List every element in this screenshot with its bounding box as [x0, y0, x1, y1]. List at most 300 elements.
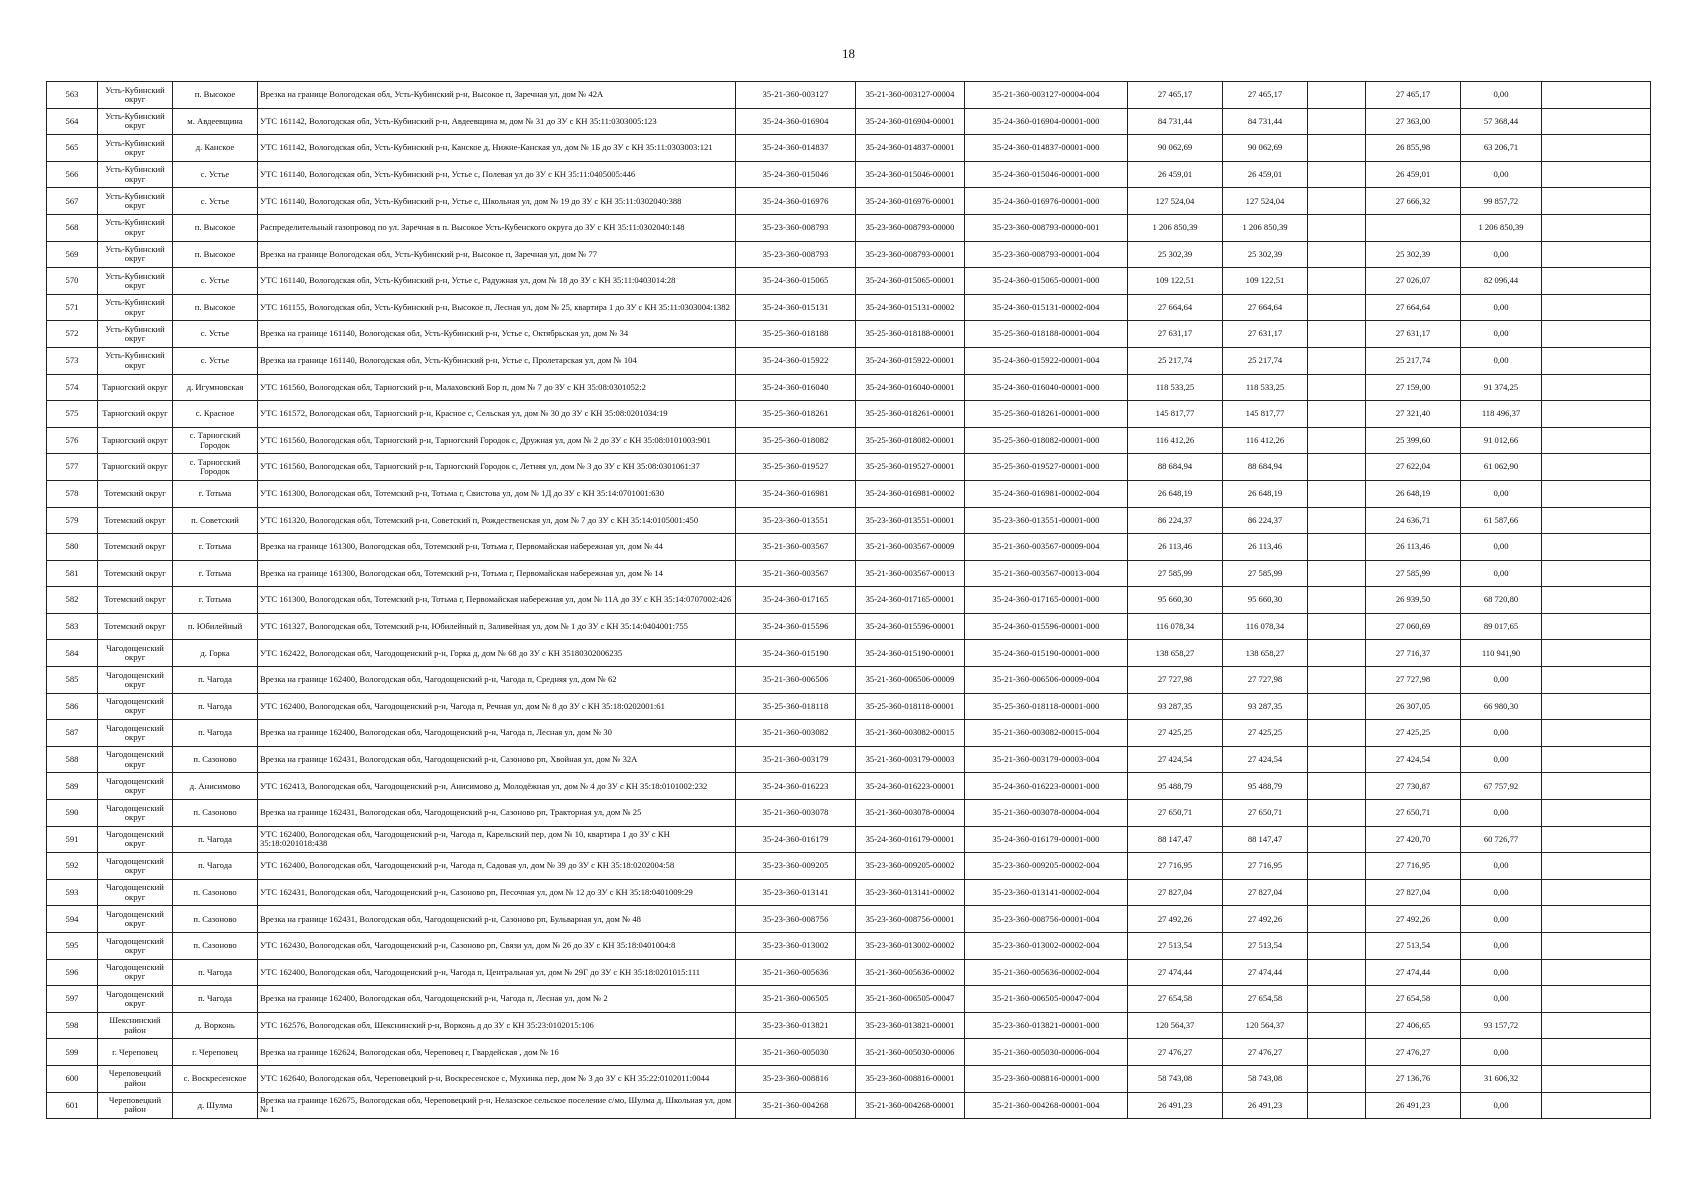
cell-full-code: 35-25-360-018082-00001-000: [965, 427, 1128, 454]
cell-note: [1542, 746, 1651, 773]
cell-amount-2: 116 078,34: [1223, 613, 1308, 640]
cell-amount-3: [1308, 613, 1366, 640]
cell-amount-2: 58 743,08: [1223, 1065, 1308, 1092]
cell-district: Чагодощенский округ: [98, 773, 173, 800]
cell-locality: г. Череповец: [173, 1039, 258, 1066]
cell-note: [1542, 534, 1651, 561]
cell-full-code: 35-21-360-003078-00004-004: [965, 800, 1128, 827]
cell-note: [1542, 773, 1651, 800]
cell-amount-4: 27 420,70: [1366, 826, 1461, 853]
cell-sub-object-code: 35-24-360-016179-00001: [856, 826, 965, 853]
cell-amount-4: 26 939,50: [1366, 587, 1461, 614]
cell-full-code: 35-21-360-003567-00013-004: [965, 560, 1128, 587]
cell-amount-2: 27 827,04: [1223, 879, 1308, 906]
table-row: [47, 933, 1651, 960]
cell-row-number: 586: [47, 693, 98, 720]
cell-object-code: 35-21-360-003127: [736, 82, 856, 109]
cell-district: Шекснинский район: [98, 1012, 173, 1039]
cell-district: Чагодощенский округ: [98, 667, 173, 694]
cell-object-code: 35-24-360-016904: [736, 108, 856, 135]
cell-amount-3: [1308, 534, 1366, 561]
cell-amount-2: 26 491,23: [1223, 1092, 1308, 1119]
cell-locality: п. Чагода: [173, 720, 258, 747]
cell-note: [1542, 268, 1651, 295]
cell-amount-total: 93 287,35: [1128, 693, 1223, 720]
cell-amount-total: 58 743,08: [1128, 1065, 1223, 1092]
table-row: [47, 427, 1651, 454]
cell-object-code: 35-24-360-017165: [736, 587, 856, 614]
cell-amount-remainder: 0,00: [1461, 347, 1542, 374]
cell-locality: д. Горка: [173, 640, 258, 667]
cell-description: Врезка на границе 162431, Вологодская обл, Чагодощенский р-н, Сазоново рп, Бульварная ул, дом № 48: [258, 906, 736, 933]
cell-amount-2: 27 716,95: [1223, 853, 1308, 880]
cell-note: [1542, 321, 1651, 348]
cell-locality: п. Чагода: [173, 826, 258, 853]
cell-amount-total: 95 488,79: [1128, 773, 1223, 800]
cell-row-number: 591: [47, 826, 98, 853]
cell-amount-total: 27 476,27: [1128, 1039, 1223, 1066]
cell-amount-remainder: 110 941,90: [1461, 640, 1542, 667]
table-row: [47, 959, 1651, 986]
cell-sub-object-code: 35-23-360-013141-00002: [856, 879, 965, 906]
cell-amount-total: 27 664,64: [1128, 294, 1223, 321]
cell-amount-remainder: 0,00: [1461, 1092, 1542, 1119]
cell-object-code: 35-21-360-003179: [736, 746, 856, 773]
table-row: [47, 321, 1651, 348]
cell-amount-remainder: 57 368,44: [1461, 108, 1542, 135]
cell-note: [1542, 161, 1651, 188]
cell-note: [1542, 374, 1651, 401]
cell-amount-3: [1308, 640, 1366, 667]
cell-amount-2: 27 654,58: [1223, 986, 1308, 1013]
cell-row-number: 594: [47, 906, 98, 933]
cell-full-code: 35-21-360-006505-00047-004: [965, 986, 1128, 1013]
cell-district: Тотемский округ: [98, 560, 173, 587]
cell-full-code: 35-24-360-015131-00002-004: [965, 294, 1128, 321]
cell-note: [1542, 401, 1651, 428]
cell-amount-3: [1308, 667, 1366, 694]
table-row: [47, 108, 1651, 135]
cell-amount-3: [1308, 321, 1366, 348]
cell-amount-2: 26 459,01: [1223, 161, 1308, 188]
cell-full-code: 35-24-360-015065-00001-000: [965, 268, 1128, 295]
cell-amount-total: 27 425,25: [1128, 720, 1223, 747]
cell-description: УТС 161300, Вологодская обл, Тотемский р-н, Тотьма г, Первомайская набережная ул, дом № 11А до ЗУ с КН 35:14:0707002:426: [258, 587, 736, 614]
cell-district: Усть-Кубинский округ: [98, 108, 173, 135]
cell-amount-2: 84 731,44: [1223, 108, 1308, 135]
table-row: [47, 161, 1651, 188]
cell-amount-total: 27 716,95: [1128, 853, 1223, 880]
cell-amount-2: 95 488,79: [1223, 773, 1308, 800]
cell-sub-object-code: 35-21-360-003567-00013: [856, 560, 965, 587]
cell-amount-3: [1308, 1012, 1366, 1039]
table-row: [47, 640, 1651, 667]
cell-amount-4: 26 459,01: [1366, 161, 1461, 188]
cell-full-code: 35-23-360-013141-00002-004: [965, 879, 1128, 906]
cell-full-code: 35-24-360-016976-00001-000: [965, 188, 1128, 215]
cell-sub-object-code: 35-24-360-015190-00001: [856, 640, 965, 667]
cell-sub-object-code: 35-25-360-018082-00001: [856, 427, 965, 454]
cell-district: Усть-Кубинский округ: [98, 214, 173, 241]
cell-row-number: 576: [47, 427, 98, 454]
cell-amount-remainder: 0,00: [1461, 800, 1542, 827]
cell-row-number: 567: [47, 188, 98, 215]
cell-note: [1542, 959, 1651, 986]
table-row: [47, 188, 1651, 215]
cell-amount-total: 26 648,19: [1128, 480, 1223, 507]
cell-amount-3: [1308, 214, 1366, 241]
cell-amount-2: 25 302,39: [1223, 241, 1308, 268]
cell-description: Врезка на границе 162675, Вологодская обл, Череповецкий р-н, Нелазское сельское поселение с/мо, Шулма д, Школьная ул, дом № 1: [258, 1092, 736, 1119]
cell-full-code: 35-23-360-008793-00001-004: [965, 241, 1128, 268]
cell-sub-object-code: 35-21-360-003179-00003: [856, 746, 965, 773]
cell-row-number: 587: [47, 720, 98, 747]
cell-amount-remainder: 0,00: [1461, 1039, 1542, 1066]
table-row: [47, 773, 1651, 800]
cell-locality: с. Устье: [173, 268, 258, 295]
cell-locality: с. Воскресенское: [173, 1065, 258, 1092]
cell-amount-total: 26 113,46: [1128, 534, 1223, 561]
cell-full-code: 35-21-360-005636-00002-004: [965, 959, 1128, 986]
cell-row-number: 573: [47, 347, 98, 374]
table-row: [47, 82, 1651, 109]
cell-amount-2: 27 424,54: [1223, 746, 1308, 773]
cell-locality: п. Сазоново: [173, 933, 258, 960]
cell-locality: с. Устье: [173, 188, 258, 215]
cell-sub-object-code: 35-24-360-015596-00001: [856, 613, 965, 640]
cell-amount-2: 145 817,77: [1223, 401, 1308, 428]
cell-note: [1542, 241, 1651, 268]
cell-note: [1542, 667, 1651, 694]
cell-amount-3: [1308, 241, 1366, 268]
cell-amount-4: 27 406,65: [1366, 1012, 1461, 1039]
table-row: [47, 587, 1651, 614]
cell-object-code: 35-23-360-013002: [736, 933, 856, 960]
cell-amount-remainder: 0,00: [1461, 480, 1542, 507]
cell-object-code: 35-21-360-004268: [736, 1092, 856, 1119]
cell-description: УТС 161572, Вологодская обл, Тарногский р-н, Красное с, Сельская ул, дом № 30 до ЗУ с КН 35:08:0201034:19: [258, 401, 736, 428]
cell-object-code: 35-24-360-015190: [736, 640, 856, 667]
cell-amount-2: 86 224,37: [1223, 507, 1308, 534]
cell-locality: п. Сазоново: [173, 746, 258, 773]
cell-full-code: 35-23-360-013821-00001-000: [965, 1012, 1128, 1039]
cell-district: Усть-Кубинский округ: [98, 161, 173, 188]
cell-district: Тотемский округ: [98, 534, 173, 561]
cell-row-number: 565: [47, 135, 98, 162]
cell-amount-3: [1308, 507, 1366, 534]
cell-full-code: 35-21-360-003082-00015-004: [965, 720, 1128, 747]
cell-full-code: 35-21-360-003179-00003-004: [965, 746, 1128, 773]
cell-description: Врезка на границе 162431, Вологодская обл, Чагодощенский р-н, Сазоново рп, Хвойная ул, дом № 32А: [258, 746, 736, 773]
cell-description: УТС 161320, Вологодская обл, Тотемский р-н, Советский п, Рождественская ул, дом № 7 до ЗУ с КН 35:14:0105001:450: [258, 507, 736, 534]
cell-amount-total: 88 147,47: [1128, 826, 1223, 853]
cell-object-code: 35-23-360-008793: [736, 214, 856, 241]
cell-amount-3: [1308, 480, 1366, 507]
cell-sub-object-code: 35-21-360-003567-00009: [856, 534, 965, 561]
cell-amount-remainder: 93 157,72: [1461, 1012, 1542, 1039]
cell-row-number: 595: [47, 933, 98, 960]
table-row: [47, 906, 1651, 933]
cell-amount-3: [1308, 1092, 1366, 1119]
cell-row-number: 592: [47, 853, 98, 880]
cell-note: [1542, 826, 1651, 853]
cell-amount-remainder: 67 757,92: [1461, 773, 1542, 800]
cell-row-number: 582: [47, 587, 98, 614]
cell-amount-remainder: 0,00: [1461, 161, 1542, 188]
cell-amount-total: 90 062,69: [1128, 135, 1223, 162]
cell-amount-3: [1308, 906, 1366, 933]
cell-locality: п. Высокое: [173, 82, 258, 109]
cell-amount-remainder: 0,00: [1461, 959, 1542, 986]
cell-object-code: 35-23-360-008816: [736, 1065, 856, 1092]
cell-sub-object-code: 35-24-360-014837-00001: [856, 135, 965, 162]
cell-amount-total: 116 078,34: [1128, 613, 1223, 640]
table-row: [47, 746, 1651, 773]
cell-description: УТС 162400, Вологодская обл, Чагодощенский р-н, Чагода п, Речная ул, дом № 8 до ЗУ с КН 35:18:0202001:61: [258, 693, 736, 720]
cell-object-code: 35-24-360-015046: [736, 161, 856, 188]
cell-row-number: 581: [47, 560, 98, 587]
cell-full-code: 35-24-360-016223-00001-000: [965, 773, 1128, 800]
cell-district: Усть-Кубинский округ: [98, 135, 173, 162]
cell-amount-remainder: 91 374,25: [1461, 374, 1542, 401]
cell-amount-total: 116 412,26: [1128, 427, 1223, 454]
cell-full-code: 35-25-360-019527-00001-000: [965, 454, 1128, 481]
cell-sub-object-code: 35-21-360-005030-00006: [856, 1039, 965, 1066]
cell-object-code: 35-23-360-013821: [736, 1012, 856, 1039]
cell-note: [1542, 454, 1651, 481]
cell-object-code: 35-23-360-009205: [736, 853, 856, 880]
table-row: [47, 454, 1651, 481]
cell-amount-total: 118 533,25: [1128, 374, 1223, 401]
cell-sub-object-code: 35-24-360-016981-00002: [856, 480, 965, 507]
cell-district: Тарногский округ: [98, 427, 173, 454]
cell-amount-total: 26 491,23: [1128, 1092, 1223, 1119]
cell-full-code: 35-24-360-016040-00001-000: [965, 374, 1128, 401]
cell-amount-4: 25 217,74: [1366, 347, 1461, 374]
cell-object-code: 35-23-360-008793: [736, 241, 856, 268]
cell-amount-2: 27 492,26: [1223, 906, 1308, 933]
table-row: [47, 720, 1651, 747]
cell-note: [1542, 933, 1651, 960]
cell-object-code: 35-23-360-013551: [736, 507, 856, 534]
cell-sub-object-code: 35-23-360-008793-00000: [856, 214, 965, 241]
cell-locality: д. Шулма: [173, 1092, 258, 1119]
cell-object-code: 35-24-360-016040: [736, 374, 856, 401]
cell-description: УТС 162431, Вологодская обл, Чагодощенский р-н, Сазоново рп, Песочная ул, дом № 12 до ЗУ с КН 35:18:0401009:29: [258, 879, 736, 906]
cell-amount-total: 120 564,37: [1128, 1012, 1223, 1039]
cell-amount-remainder: 0,00: [1461, 746, 1542, 773]
cell-sub-object-code: 35-24-360-016040-00001: [856, 374, 965, 401]
cell-row-number: 601: [47, 1092, 98, 1119]
table-row: [47, 401, 1651, 428]
cell-amount-remainder: 89 017,65: [1461, 613, 1542, 640]
cell-district: Чагодощенский округ: [98, 640, 173, 667]
cell-row-number: 572: [47, 321, 98, 348]
cell-full-code: 35-21-360-005030-00006-004: [965, 1039, 1128, 1066]
cell-amount-remainder: 0,00: [1461, 879, 1542, 906]
table-row: [47, 879, 1651, 906]
cell-amount-3: [1308, 108, 1366, 135]
cell-amount-remainder: 99 857,72: [1461, 188, 1542, 215]
cell-sub-object-code: 35-21-360-003082-00015: [856, 720, 965, 747]
cell-locality: д. Канское: [173, 135, 258, 162]
cell-row-number: 575: [47, 401, 98, 428]
cell-object-code: 35-24-360-015065: [736, 268, 856, 295]
cell-amount-3: [1308, 1039, 1366, 1066]
cell-note: [1542, 347, 1651, 374]
cell-amount-remainder: 0,00: [1461, 82, 1542, 109]
cell-description: Врезка на границе 161300, Вологодская обл, Тотемский р-н, Тотьма г, Первомайская набережная ул, дом № 44: [258, 534, 736, 561]
cell-district: г. Череповец: [98, 1039, 173, 1066]
cell-object-code: 35-23-360-008756: [736, 906, 856, 933]
cell-amount-total: 1 206 850,39: [1128, 214, 1223, 241]
cell-amount-3: [1308, 560, 1366, 587]
table-row: [47, 347, 1651, 374]
cell-object-code: 35-21-360-005636: [736, 959, 856, 986]
cell-district: Чагодощенский округ: [98, 693, 173, 720]
cell-object-code: 35-23-360-013141: [736, 879, 856, 906]
cell-description: УТС 161327, Вологодская обл, Тотемский р-н, Юбилейный п, Заливейная ул, дом № 1 до ЗУ с КН 35:14:0404001:755: [258, 613, 736, 640]
cell-full-code: 35-23-360-009205-00002-004: [965, 853, 1128, 880]
cell-amount-4: 27 026,07: [1366, 268, 1461, 295]
cell-amount-4: 26 491,23: [1366, 1092, 1461, 1119]
cell-full-code: 35-24-360-016981-00002-004: [965, 480, 1128, 507]
cell-amount-4: 27 476,27: [1366, 1039, 1461, 1066]
cell-note: [1542, 853, 1651, 880]
cell-description: УТС 162400, Вологодская обл, Чагодощенский р-н, Чагода п, Садовая ул, дом № 39 до ЗУ с КН 35:18:0202004:58: [258, 853, 736, 880]
cell-district: Усть-Кубинский округ: [98, 294, 173, 321]
cell-amount-remainder: 0,00: [1461, 853, 1542, 880]
cell-district: Череповецкий район: [98, 1065, 173, 1092]
cell-note: [1542, 427, 1651, 454]
cell-locality: д. Игумновская: [173, 374, 258, 401]
cell-note: [1542, 135, 1651, 162]
cell-row-number: 597: [47, 986, 98, 1013]
cell-description: УТС 162413, Вологодская обл, Чагодощенский р-н, Анисимово д, Молодёжная ул, дом № 4 до ЗУ с КН 35:18:0101002:232: [258, 773, 736, 800]
cell-amount-total: 88 684,94: [1128, 454, 1223, 481]
cell-locality: г. Тотьма: [173, 480, 258, 507]
cell-row-number: 596: [47, 959, 98, 986]
cell-full-code: 35-24-360-015596-00001-000: [965, 613, 1128, 640]
cell-sub-object-code: 35-23-360-009205-00002: [856, 853, 965, 880]
cell-object-code: 35-21-360-003567: [736, 534, 856, 561]
cell-object-code: 35-24-360-016179: [736, 826, 856, 853]
cell-amount-4: 27 716,37: [1366, 640, 1461, 667]
cell-amount-2: 93 287,35: [1223, 693, 1308, 720]
cell-amount-4: 25 399,60: [1366, 427, 1461, 454]
cell-note: [1542, 108, 1651, 135]
table-body: [47, 82, 1651, 1119]
cell-description: УТС 162400, Вологодская обл, Чагодощенский р-н, Чагода п, Центральная ул, дом № 29Г до ЗУ с КН 35:18:0201015:111: [258, 959, 736, 986]
cell-amount-3: [1308, 401, 1366, 428]
table-row: [47, 241, 1651, 268]
cell-amount-4: 27 730,87: [1366, 773, 1461, 800]
cell-description: Врезка на границе Вологодская обл, Усть-Кубинский р-н, Высокое п, Заречная ул, дом № 77: [258, 241, 736, 268]
cell-amount-4: 27 716,95: [1366, 853, 1461, 880]
cell-amount-3: [1308, 693, 1366, 720]
cell-amount-3: [1308, 720, 1366, 747]
cell-amount-remainder: 60 726,77: [1461, 826, 1542, 853]
cell-amount-4: 26 855,98: [1366, 135, 1461, 162]
table-row: [47, 826, 1651, 853]
cell-description: Врезка на границе 161300, Вологодская обл, Тотемский р-н, Тотьма г, Первомайская набережная ул, дом № 14: [258, 560, 736, 587]
cell-district: Усть-Кубинский округ: [98, 188, 173, 215]
cell-note: [1542, 1039, 1651, 1066]
data-table: [46, 81, 1651, 1119]
cell-amount-3: [1308, 454, 1366, 481]
table-row: [47, 1092, 1651, 1119]
cell-row-number: 579: [47, 507, 98, 534]
cell-amount-remainder: 63 206,71: [1461, 135, 1542, 162]
cell-locality: с. Красное: [173, 401, 258, 428]
cell-description: Врезка на границе 162400, Вологодская обл, Чагодощенский р-н, Чагода п, Лесная ул, дом № 2: [258, 986, 736, 1013]
cell-amount-3: [1308, 427, 1366, 454]
cell-amount-2: 95 660,30: [1223, 587, 1308, 614]
cell-amount-4: 27 136,76: [1366, 1065, 1461, 1092]
cell-note: [1542, 879, 1651, 906]
cell-full-code: 35-24-360-015922-00001-004: [965, 347, 1128, 374]
cell-full-code: 35-23-360-013002-00002-004: [965, 933, 1128, 960]
cell-locality: п. Высокое: [173, 241, 258, 268]
cell-amount-4: 27 664,64: [1366, 294, 1461, 321]
cell-row-number: 593: [47, 879, 98, 906]
cell-amount-3: [1308, 82, 1366, 109]
cell-amount-4: 27 666,32: [1366, 188, 1461, 215]
cell-locality: п. Чагода: [173, 853, 258, 880]
cell-district: Тарногский округ: [98, 374, 173, 401]
cell-object-code: 35-24-360-015596: [736, 613, 856, 640]
cell-description: УТС 161140, Вологодская обл, Усть-Кубинский р-н, Устье с, Радужная ул, дом № 18 до ЗУ с КН 35:11:0403014:28: [258, 268, 736, 295]
cell-full-code: 35-21-360-006506-00009-004: [965, 667, 1128, 694]
cell-row-number: 589: [47, 773, 98, 800]
cell-sub-object-code: 35-21-360-006506-00009: [856, 667, 965, 694]
cell-amount-total: 27 827,04: [1128, 879, 1223, 906]
cell-district: Чагодощенский округ: [98, 746, 173, 773]
cell-locality: г. Тотьма: [173, 534, 258, 561]
table-row: [47, 800, 1651, 827]
cell-object-code: 35-24-360-016976: [736, 188, 856, 215]
cell-sub-object-code: 35-25-360-019527-00001: [856, 454, 965, 481]
cell-amount-4: 27 474,44: [1366, 959, 1461, 986]
cell-amount-4: 27 631,17: [1366, 321, 1461, 348]
cell-amount-remainder: 91 012,66: [1461, 427, 1542, 454]
cell-amount-3: [1308, 773, 1366, 800]
cell-district: Чагодощенский округ: [98, 720, 173, 747]
cell-amount-remainder: 1 206 850,39: [1461, 214, 1542, 241]
cell-amount-4: 27 513,54: [1366, 933, 1461, 960]
table-row: [47, 1065, 1651, 1092]
cell-district: Чагодощенский округ: [98, 933, 173, 960]
cell-full-code: 35-25-360-018188-00001-004: [965, 321, 1128, 348]
cell-description: Врезка на границе 162624, Вологодская обл, Череповец г, Гвардейская , дом № 16: [258, 1039, 736, 1066]
cell-amount-2: 118 533,25: [1223, 374, 1308, 401]
cell-row-number: 584: [47, 640, 98, 667]
cell-locality: с. Устье: [173, 321, 258, 348]
cell-amount-total: 27 492,26: [1128, 906, 1223, 933]
cell-sub-object-code: 35-23-360-013551-00001: [856, 507, 965, 534]
cell-row-number: 588: [47, 746, 98, 773]
cell-note: [1542, 1065, 1651, 1092]
cell-amount-3: [1308, 347, 1366, 374]
cell-amount-4: 26 113,46: [1366, 534, 1461, 561]
cell-note: [1542, 294, 1651, 321]
cell-amount-remainder: 82 096,44: [1461, 268, 1542, 295]
cell-note: [1542, 188, 1651, 215]
cell-row-number: 598: [47, 1012, 98, 1039]
cell-amount-remainder: 61 062,90: [1461, 454, 1542, 481]
cell-amount-4: 27 622,04: [1366, 454, 1461, 481]
cell-object-code: 35-24-360-016223: [736, 773, 856, 800]
